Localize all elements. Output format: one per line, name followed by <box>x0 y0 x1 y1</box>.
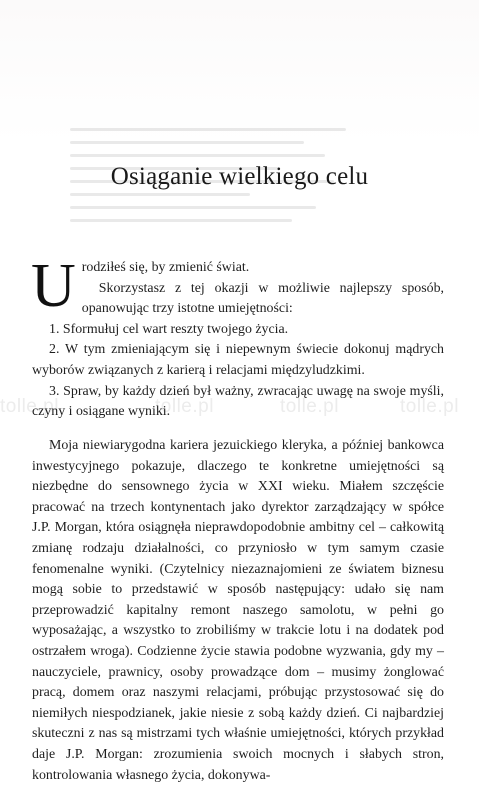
watermark: tolle.pl <box>400 396 459 417</box>
intro-first-line: Urodziłeś się, by zmienić świat. <box>31 252 250 320</box>
intro-paragraph: Skorzystasz z tej okazji w możliwie najlepszy sposób, opanowując trzy istotne umiejętności: <box>81 280 444 317</box>
watermark: tolle.pl <box>0 396 59 417</box>
watermark: tolle.pl <box>280 396 339 417</box>
chapter-title: Osiąganie wielkiego celu <box>110 162 369 190</box>
intro-list-item: 1. Sformułuj cel wart reszty twojego życia. <box>49 321 289 337</box>
intro-list-item: 3. Spraw, by każdy dzień był ważny, zwracając uwagę na swoje myśli, czyny i osiągane wyniki. <box>32 383 444 420</box>
watermark: tolle.pl <box>155 396 214 417</box>
intro-section <box>31 252 444 423</box>
intro-list-item: 2. W tym zmieniającym się i niepewnym świecie dokonuj mądrych wyborów związanych z karierą i relacjami międzyludzkimi. <box>32 342 444 378</box>
main-section <box>32 436 444 786</box>
drop-cap: U <box>31 252 76 320</box>
body-paragraph: Moja niewiarygodna kariera jezuickiego kleryka, a później bankowca inwestycyjnego pokazuje, dlaczego te konkretne umiejętności są niezbędne do sensownego życia w XXI wieku. Miałem szczęście pracować na trzech kontynentach jako dyrektor zarządzający w spółce J.P. Morgan, która osiągnęła nieprawdopodobnie ambitny cel – całkowitą zmianę rodzaju działalności, co przyniosło w tym samym czasie fenomenalne wyniki. (Czytelnicy niezaznajomieni ze światem biznesu mogą sobie to przedstawić w sposób następujący: udało się nam przeprowadzić kapitalny remont naszego samolotu, w pełni go wyposażając, a wszystko to zrobiliśmy w trakcie lotu i na dodatek pod ostrzałem wroga). Codzienne życie stawia podobne wyzwania, gdy my – nauczyciele, prawnicy, osoby prowadzące dom – musimy żonglować pracą, domem oraz naszymi relacjami, próbując przystosować się do niemiłych niespodzianek, jakie niesie z sobą każdy dzień. Ci najbardziej skuteczni z nas są mistrzami tych właśnie umiejętności, których przykład daje J.P. Morgan: zrozumienia swoich mocnych i słabych stron, kontrolowania własnego życia, dokonywa- <box>32 438 444 783</box>
